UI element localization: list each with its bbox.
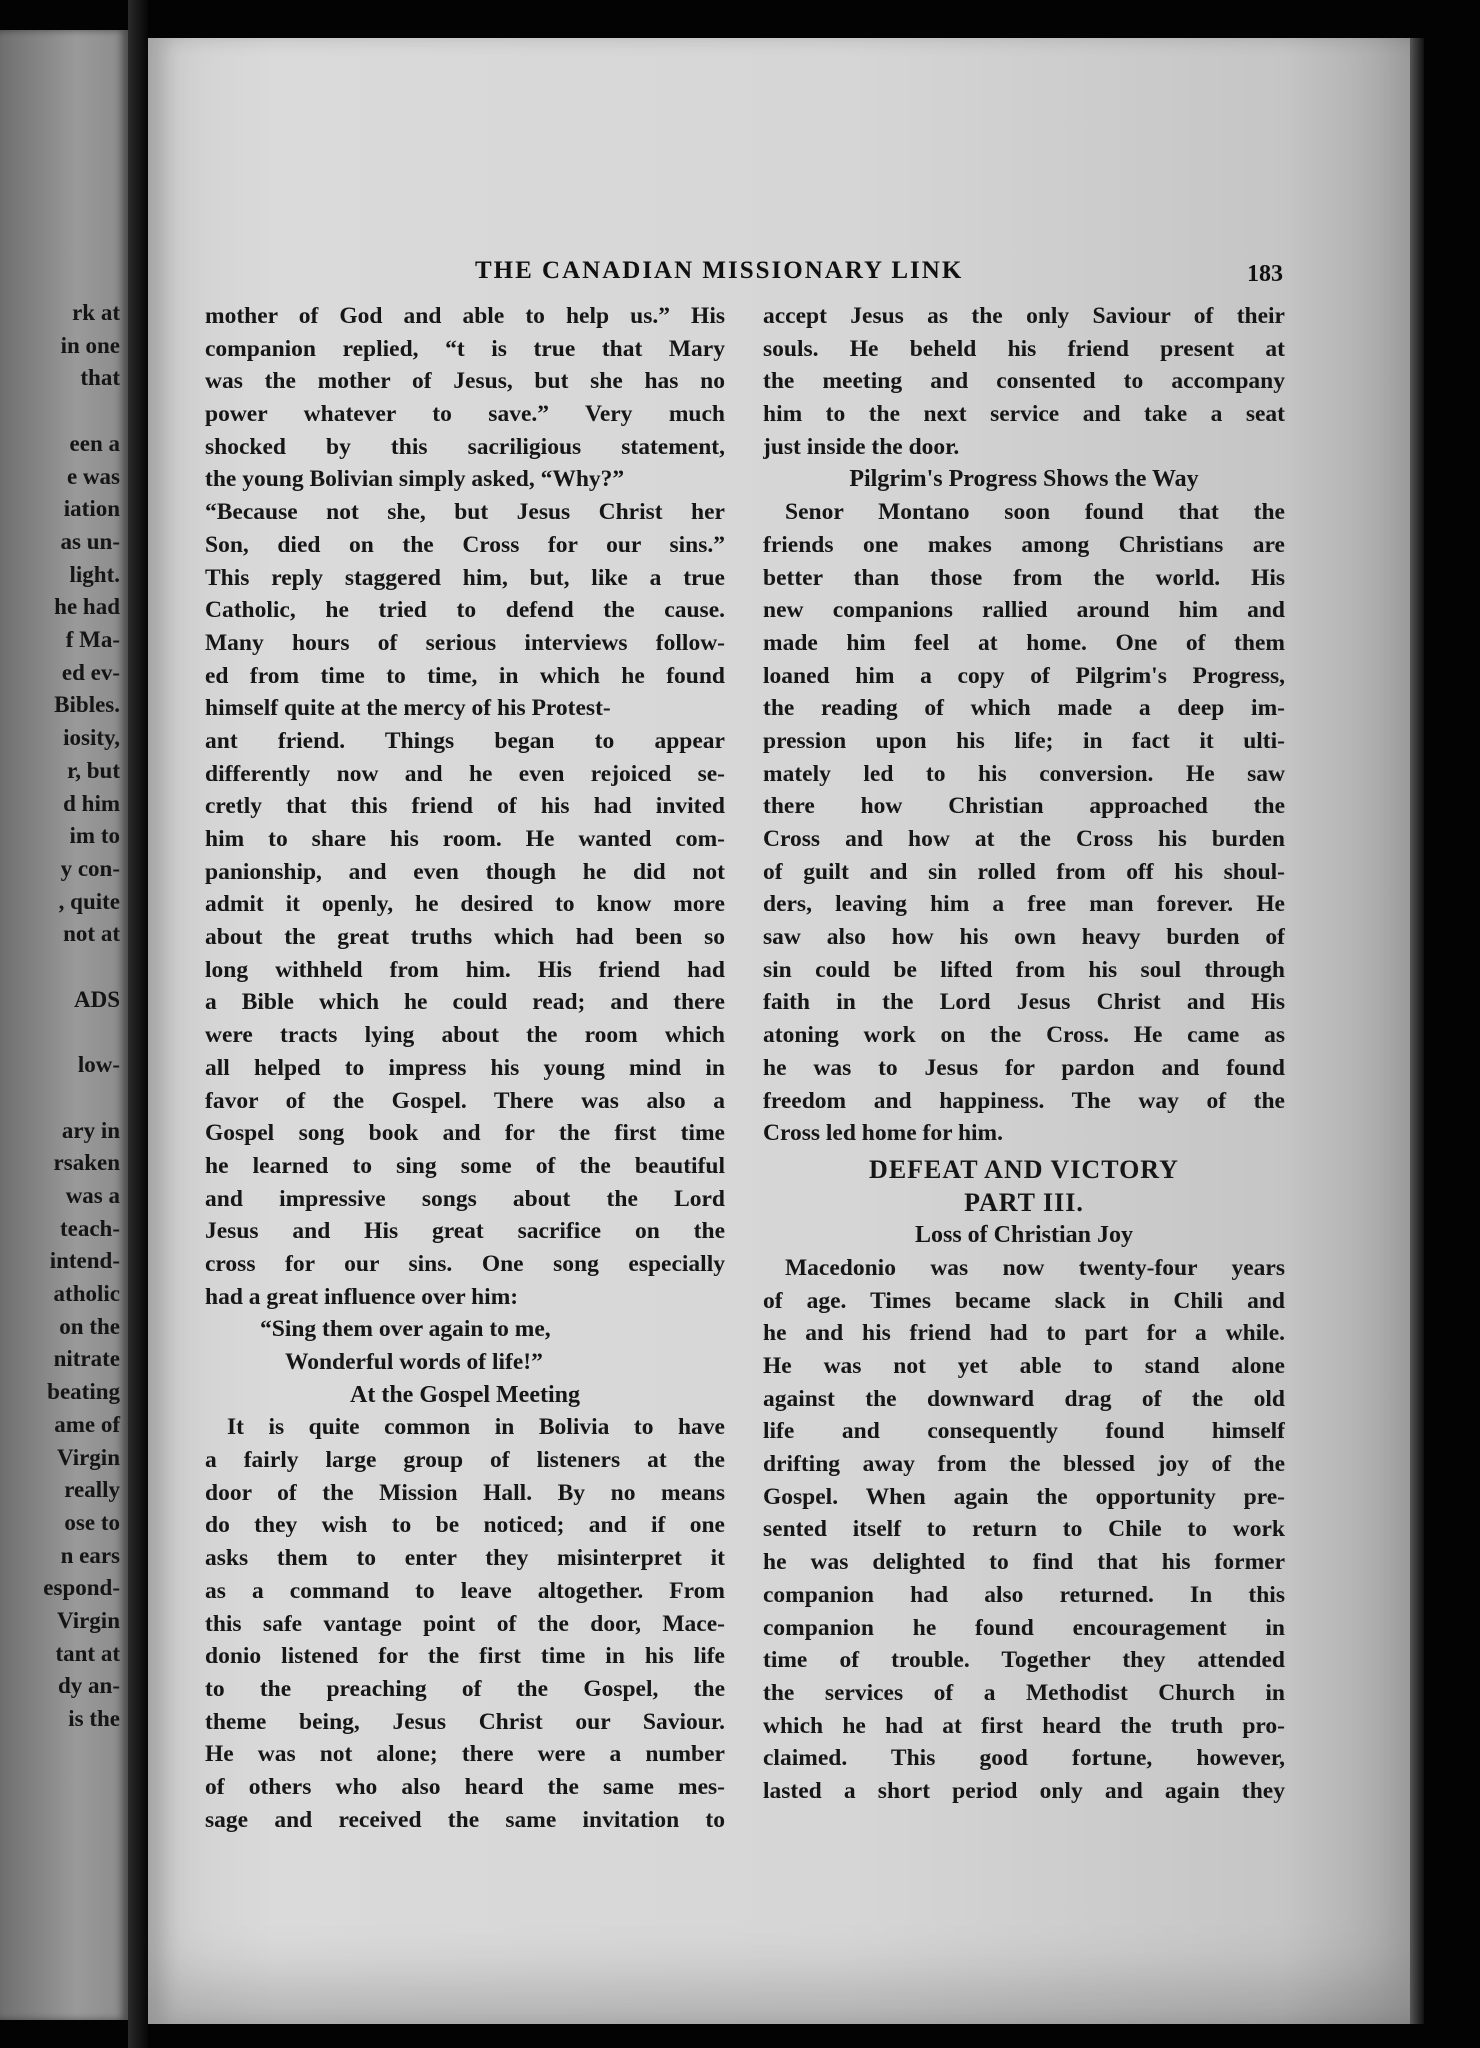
left-column — [205, 300, 725, 1836]
text-line: shocked by this sacriligious statement, — [205, 433, 725, 460]
previous-page-text-fragment: Virgin — [56, 1444, 120, 1470]
text-line: companion he found encouragement in — [763, 1614, 1285, 1641]
previous-page-text-fragment: d him — [63, 790, 120, 816]
text-line: saw also how his own heavy burden of — [763, 924, 1285, 951]
previous-page-text-fragment: een a — [69, 430, 120, 456]
previous-page-text-fragment: not at — [63, 921, 120, 947]
text-line: him to share his room. He wanted com- — [205, 826, 725, 852]
text-line: companion had also returned. In this — [763, 1581, 1285, 1608]
page-number: 183 — [1247, 261, 1283, 287]
previous-page-text-fragment: Bibles. — [54, 692, 120, 718]
text-line: of age. Times became slack in Chili and — [763, 1287, 1285, 1314]
previous-page-text-fragment: dy an- — [58, 1673, 120, 1699]
text-line: mother of God and able to help us.” His — [205, 303, 725, 329]
text-line: himself quite at the mercy of his Protest- — [205, 695, 611, 722]
text-line: faith in the Lord Jesus Christ and His — [763, 989, 1285, 1016]
previous-page-text-fragment: iosity, — [63, 725, 120, 751]
previous-page-text-fragment: teach- — [59, 1215, 120, 1241]
previous-page-text-fragment: Virgin — [56, 1608, 120, 1633]
text-line: which he had at first heard the truth pro- — [763, 1712, 1285, 1739]
text-line: was the mother of Jesus, but she has no — [205, 368, 725, 395]
text-line: had a great influence over him: — [205, 1283, 519, 1310]
text-line: ant friend. Things began to appear — [205, 727, 725, 754]
text-line: made him feel at home. One of them — [763, 629, 1285, 656]
text-line: sented itself to return to Chile to work — [763, 1516, 1285, 1543]
text-line: pression upon his life; in fact it ulti- — [763, 727, 1285, 754]
previous-page-text-fragment: atholic — [53, 1281, 120, 1306]
text-line: Jesus and His great sacrifice on the — [205, 1218, 725, 1245]
previous-page-text-fragment: as un- — [60, 528, 120, 554]
text-line: this safe vantage point of the door, Mace- — [205, 1610, 725, 1637]
text-line: differently now and he even rejoiced se- — [205, 760, 725, 787]
previous-page-text-fragment: ed ev- — [61, 659, 120, 685]
text-line: sage and received the same invitation to — [205, 1806, 725, 1833]
text-line: Senor Montano soon found that the — [785, 499, 1285, 526]
text-line: accept Jesus as the only Saviour of their — [763, 303, 1285, 329]
previous-page-text-fragment: was a — [65, 1182, 120, 1208]
text-line: a fairly large group of listeners at the — [205, 1447, 725, 1474]
text-line: cross for our sins. One song especially — [205, 1250, 725, 1277]
previous-page-text-fragment: rsaken — [53, 1150, 120, 1176]
text-line: Son, died on the Cross for our sins.” — [205, 531, 725, 558]
text-line: life and consequently found himself — [763, 1418, 1285, 1445]
previous-page-text-fragment: really — [64, 1477, 120, 1503]
previous-page-text-fragment: , quite — [58, 888, 120, 914]
text-line: Catholic, he tried to defend the cause. — [205, 597, 725, 624]
text-line: he was delighted to find that his former — [763, 1549, 1285, 1576]
text-line: against the downward drag of the old — [763, 1385, 1285, 1412]
page-edge-shadow — [1410, 38, 1424, 2024]
text-line: friends one makes among Christians are — [763, 531, 1285, 558]
previous-page-text-fragment: iation — [63, 496, 120, 522]
text-line: and impressive songs about the Lord — [205, 1185, 725, 1212]
poem-line: Wonderful words of life!” — [285, 1349, 543, 1375]
text-line: better than those from the world. His — [763, 564, 1285, 591]
previous-page-text-fragment: ADS — [73, 986, 120, 1012]
previous-page-text-fragment: on the — [59, 1313, 120, 1339]
text-line: just inside the door. — [763, 433, 960, 460]
text-line: there how Christian approached the — [763, 793, 1285, 820]
previous-page-text-fragment: intend- — [49, 1248, 120, 1274]
text-line: to the preaching of the Gospel, the — [205, 1675, 725, 1702]
text-line: ders, leaving him a free man forever. He — [763, 891, 1285, 918]
text-line: all helped to impress his young mind in — [205, 1054, 725, 1081]
right-column — [763, 300, 1285, 1808]
text-line: lasted a short period only and again they — [763, 1777, 1285, 1804]
text-line: Gospel. When again the opportunity pre- — [763, 1483, 1285, 1510]
text-line: favor of the Gospel. There was also a — [205, 1087, 725, 1114]
text-line: Gospel song book and for the first time — [205, 1120, 725, 1147]
text-line: the meeting and consented to accompany — [763, 368, 1285, 395]
text-line: Many hours of serious interviews follow- — [205, 629, 725, 656]
text-line: he and his friend had to part for a while. — [763, 1320, 1285, 1347]
text-line: of others who also heard the same mes- — [205, 1773, 725, 1800]
text-line: door of the Mission Hall. By no means — [205, 1479, 725, 1506]
section-heading: At the Gospel Meeting — [350, 1381, 580, 1408]
previous-page-text-fragment: he had — [54, 594, 120, 620]
text-line: Cross led home for him. — [763, 1120, 1004, 1147]
previous-page-text-fragment: espond- — [43, 1575, 120, 1601]
previous-page-text-fragment: low- — [77, 1052, 120, 1078]
text-line: This reply staggered him, but, like a true — [205, 564, 725, 591]
text-line: souls. He beheld his friend present at — [763, 335, 1285, 362]
text-line: Macedonio was now twenty-four years — [785, 1254, 1285, 1281]
text-line: were tracts lying about the room which — [205, 1022, 725, 1049]
poem-line: “Sing them over again to me, — [260, 1316, 551, 1343]
text-line: atoning work on the Cross. He came as — [763, 1022, 1285, 1049]
text-line: “Because not she, but Jesus Christ her — [205, 499, 725, 526]
previous-page-text-fragment: im to — [69, 823, 120, 849]
article-heading: DEFEAT AND VICTORY — [869, 1154, 1179, 1184]
section-heading: Loss of Christian Joy — [914, 1222, 1134, 1249]
previous-page-text-fragment: rk at — [72, 300, 120, 325]
text-line: claimed. This good fortune, however, — [763, 1745, 1285, 1772]
part-heading: PART III. — [964, 1187, 1084, 1217]
text-line: he learned to sing some of the beautiful — [205, 1152, 725, 1179]
previous-page-text-fragment: e was — [66, 463, 120, 489]
previous-page-text-fragment: beating — [47, 1379, 120, 1405]
book-gutter — [128, 0, 148, 2048]
text-line: as a command to leave altogether. From — [205, 1577, 725, 1604]
text-line: He was not alone; there were a number — [205, 1741, 725, 1768]
text-line: power whatever to save.” Very much — [205, 401, 725, 428]
text-line: He was not yet able to stand alone — [763, 1353, 1285, 1379]
text-line: admit it openly, he desired to know more — [205, 891, 725, 918]
text-line: mately led to his conversion. He saw — [763, 760, 1285, 787]
previous-page-text-fragment: r, but — [67, 757, 120, 783]
text-line: a Bible which he could read; and there — [205, 989, 725, 1016]
text-line: ed from time to time, in which he found — [205, 662, 725, 689]
previous-page-edge — [0, 30, 128, 2020]
previous-page-text-fragment: nitrate — [53, 1346, 120, 1372]
text-line: long withheld from him. His friend had — [205, 956, 725, 983]
previous-page-text-fragment: ary in — [61, 1117, 120, 1143]
previous-page-text-fragment: tant at — [55, 1640, 120, 1666]
text-line: the reading of which made a deep im- — [763, 695, 1285, 722]
text-line: loaned him a copy of Pilgrim's Progress, — [763, 662, 1285, 689]
previous-page-text-fragment: n ears — [60, 1542, 120, 1568]
text-line: theme being, Jesus Christ our Saviour. — [205, 1708, 725, 1735]
previous-page-text-fragment: that — [80, 365, 120, 391]
text-line: do they wish to be noticed; and if one — [205, 1512, 725, 1539]
text-line: donio listened for the first time in his life — [205, 1643, 725, 1670]
text-line: sin could be lifted from his soul through — [763, 956, 1285, 983]
text-line: asks them to enter they misinterpret it — [205, 1545, 725, 1572]
text-line: panionship, and even though he did not — [205, 858, 725, 885]
previous-page-text-fragment: light. — [69, 561, 120, 587]
text-line: he was to Jesus for pardon and found — [763, 1054, 1285, 1081]
previous-page-text-fragment: ame of — [54, 1411, 120, 1437]
text-line: the services of a Methodist Church in — [763, 1679, 1285, 1706]
text-line: cretly that this friend of his had invited — [205, 793, 725, 820]
section-heading: Pilgrim's Progress Shows the Way — [849, 466, 1199, 493]
text-line: time of trouble. Together they attended — [763, 1647, 1285, 1674]
running-head: THE CANADIAN MISSIONARY LINK — [475, 257, 964, 284]
text-line: freedom and happiness. The way of the — [763, 1087, 1285, 1114]
text-line: It is quite common in Bolivia to have — [227, 1414, 725, 1441]
text-line: the young Bolivian simply asked, “Why?” — [205, 466, 625, 493]
text-line: about the great truths which had been so — [205, 924, 725, 951]
text-line: drifting away from the blessed joy of the — [763, 1451, 1285, 1478]
text-line: of guilt and sin rolled from off his shoul- — [763, 858, 1285, 885]
previous-page-text-fragment: ose to — [64, 1509, 120, 1535]
previous-page-text-fragment: in one — [60, 332, 120, 358]
text-line: new companions rallied around him and — [763, 597, 1285, 624]
text-line: him to the next service and take a seat — [763, 401, 1285, 428]
text-line: Cross and how at the Cross his burden — [763, 826, 1285, 852]
previous-page-text-fragment: is the — [68, 1706, 120, 1732]
previous-page-text-fragment: f Ma- — [65, 627, 120, 652]
previous-page-text-fragment: y con- — [60, 855, 120, 881]
text-line: companion replied, “t is true that Mary — [205, 335, 725, 362]
